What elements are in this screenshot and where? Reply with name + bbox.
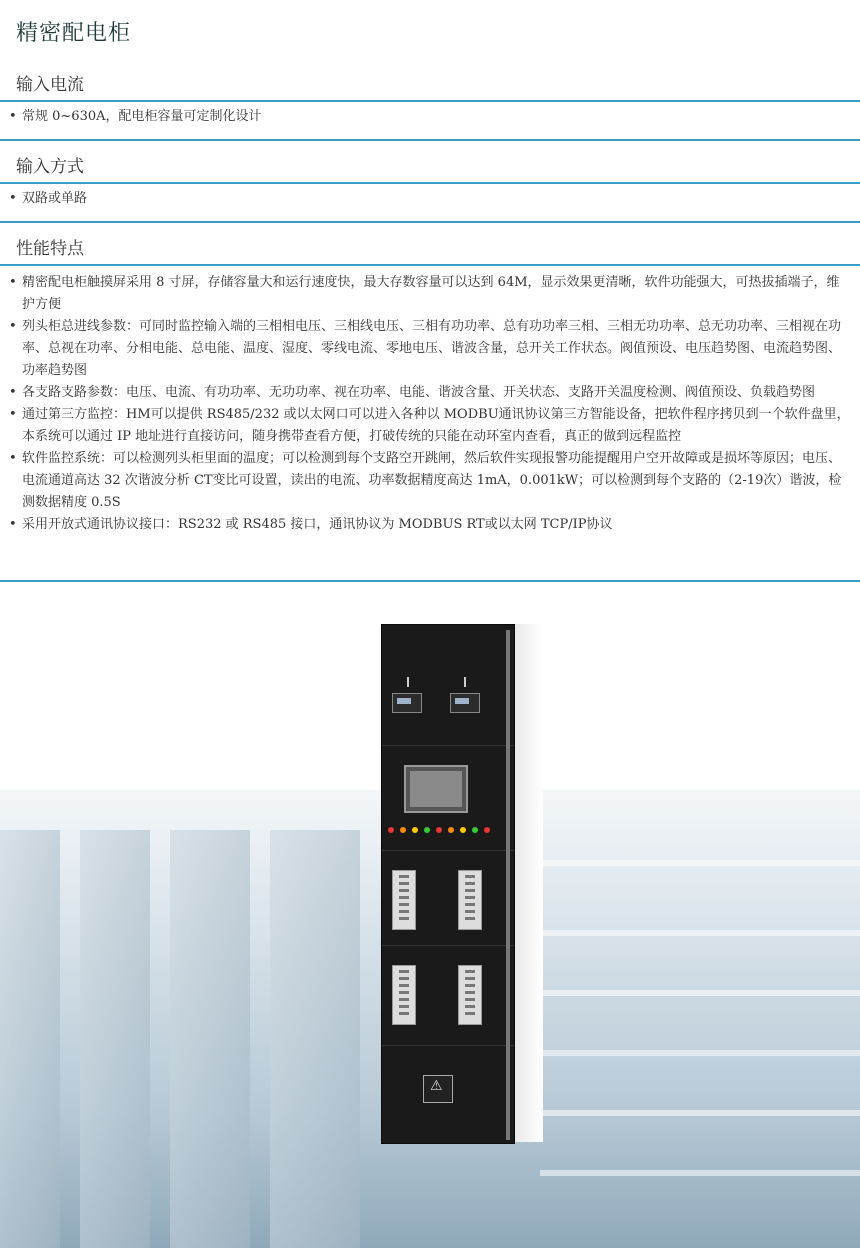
door-rod: [506, 630, 510, 1140]
list-item: • 通过第三方监控：HM可以提供 RS485/232 或以太网口可以进入各种以 MODBU通讯协议第三方智能设备，把软件程序拷贝到一个软件盘里，本系统可以通过 IP 地址进行直接访问，随身携带查看方便，打破传统的只能在动环室内查看，真正的做到远程监控: [10, 404, 852, 448]
list-item: • 采用开放式通讯协议接口：RS232 或 RS485 接口，通讯协议为 MODBUS RT或以太网 TCP/IP协议: [10, 514, 852, 536]
breaker-icon: [458, 965, 482, 1025]
page-title: 精密配电柜: [16, 21, 132, 46]
breaker-icon: [458, 870, 482, 930]
led-icon: [448, 827, 454, 833]
light-stripe: [540, 860, 860, 866]
breaker-icon: [392, 870, 416, 930]
led-icon: [424, 827, 430, 833]
meter-icon: [450, 693, 480, 713]
panel-divider: [382, 850, 514, 851]
light-stripe: [540, 990, 860, 996]
section-rule: [0, 139, 860, 141]
rack-shape: [0, 830, 60, 1248]
list-item: • 列头柜总进线参数：可同时监控输入端的三相相电压、三相线电压、三相有功功率、总有功功率三相、三相无功功率、总无功功率、三相视在功率、总视在功率、分相电能、总电能、温度、湿度、零线电流、零地电压、谐波含量，总开关工作状态。阀值预设、电压趋势图、电流趋势图、功率趋势图: [10, 316, 852, 382]
breaker-icon: [392, 965, 416, 1025]
light-stripe: [540, 1110, 860, 1116]
door-edge: [513, 624, 543, 1142]
list-item: • 双路或单路: [10, 188, 850, 210]
antenna-icon: [464, 677, 466, 687]
section-rule: [0, 182, 860, 184]
rack-shape: [170, 830, 250, 1248]
section-rule: [0, 580, 860, 582]
rack-shape: [80, 830, 150, 1248]
light-stripe: [540, 930, 860, 936]
section-rule: [0, 221, 860, 223]
list-item: • 常规 0~630A，配电柜容量可定制化设计: [10, 106, 850, 128]
led-icon: [388, 827, 394, 833]
list-item: • 精密配电柜触摸屏采用 8 寸屏，存储容量大和运行速度快，最大存数容量可以达到 64M，显示效果更清晰，软件功能强大，可热拔插端子，维护方便: [10, 272, 852, 316]
list-item: • 各支路支路参数：电压、电流、有功功率、无功功率、视在功率、电能、谐波含量、开关状态、支路开关温度检测、阀值预设、负载趋势图: [10, 382, 852, 404]
led-icon: [412, 827, 418, 833]
section-rule: [0, 264, 860, 266]
light-stripe: [540, 1050, 860, 1056]
feature-list: [10, 272, 852, 536]
led-icon: [484, 827, 490, 833]
led-icon: [436, 827, 442, 833]
antenna-icon: [407, 677, 409, 687]
panel-divider: [382, 745, 514, 746]
section-heading-input-current: 输入电流: [16, 75, 84, 95]
led-icon: [472, 827, 478, 833]
section-heading-input-mode: 输入方式: [16, 157, 84, 177]
led-icon: [400, 827, 406, 833]
meter-icon: [392, 693, 422, 713]
light-stripe: [540, 1170, 860, 1176]
cabinet-image: [381, 624, 515, 1144]
panel-divider: [382, 1045, 514, 1046]
rack-shape: [270, 830, 360, 1248]
list-item: • 软件监控系统：可以检测列头柜里面的温度；可以检测到每个支路空开跳闸，然后软件实现报警功能提醒用户空开故障或是损坏等原因；电压、电流通道高达 32 次谐波分析 CT变比可设置，读出的电流、功率数据精度高达 1mA，0.001kW；可以检测到每个支路的（2-19次）谐波，检测数据精度 0.5S: [10, 448, 852, 514]
led-icon: [460, 827, 466, 833]
panel-divider: [382, 945, 514, 946]
touchscreen-icon: [404, 765, 468, 813]
section-heading-features: 性能特点: [16, 239, 84, 259]
section-rule: [0, 100, 860, 102]
warning-icon: [423, 1075, 453, 1103]
